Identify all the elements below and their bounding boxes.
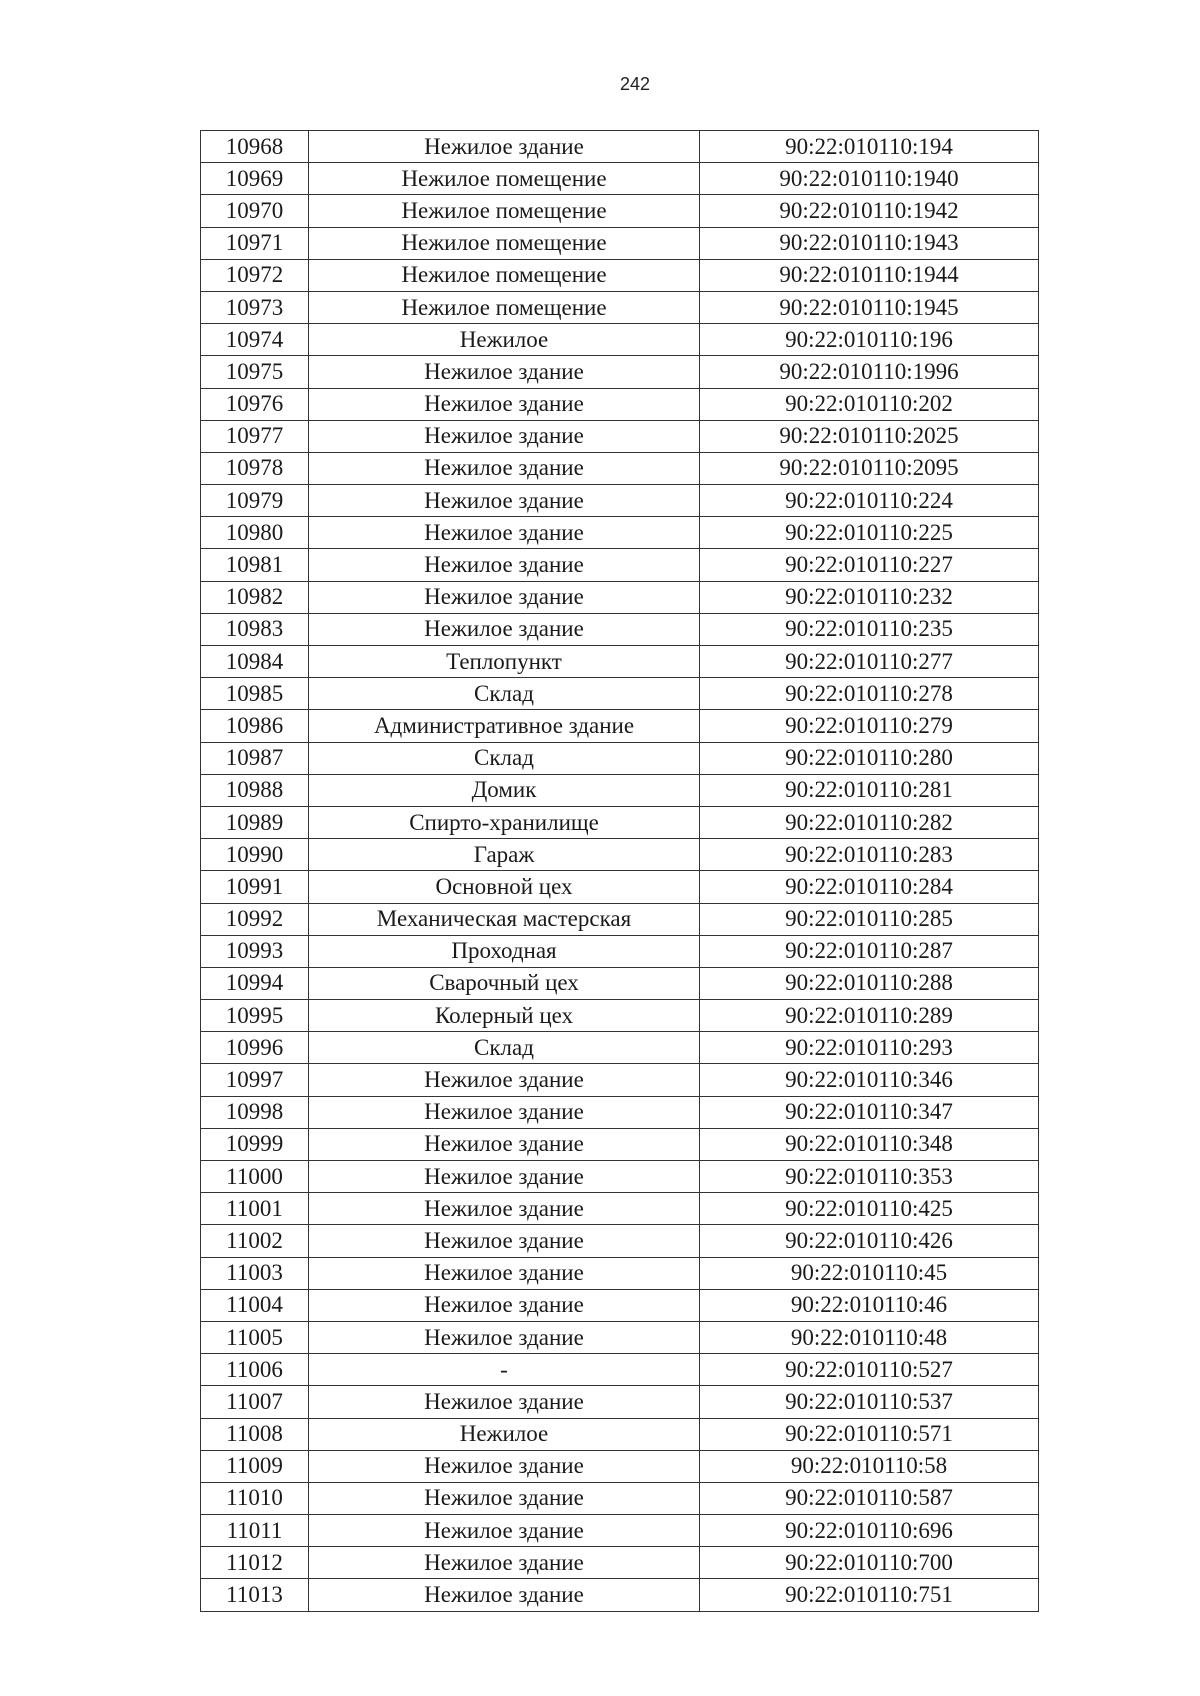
object-name-cell: Нежилое bbox=[309, 1418, 700, 1450]
row-number-cell: 11003 bbox=[201, 1257, 309, 1289]
row-number-cell: 11010 bbox=[201, 1482, 309, 1514]
table-row bbox=[201, 291, 1039, 323]
table-row bbox=[201, 324, 1039, 356]
table-row bbox=[201, 452, 1039, 484]
cadastral-number-cell: 90:22:010110:346 bbox=[700, 1064, 1039, 1096]
object-name-cell: Нежилое здание bbox=[309, 549, 700, 581]
cadastral-number-cell: 90:22:010110:196 bbox=[700, 324, 1039, 356]
cadastral-number-cell: 90:22:010110:46 bbox=[700, 1289, 1039, 1321]
row-number-cell: 10997 bbox=[201, 1064, 309, 1096]
table-row bbox=[201, 485, 1039, 517]
cadastral-number-cell: 90:22:010110:235 bbox=[700, 613, 1039, 645]
cadastral-number-cell: 90:22:010110:1943 bbox=[700, 227, 1039, 259]
cadastral-number-cell: 90:22:010110:194 bbox=[700, 131, 1039, 163]
object-name-cell: Нежилое здание bbox=[309, 1386, 700, 1418]
table-row bbox=[201, 1096, 1039, 1128]
object-name-cell: Нежилое здание bbox=[309, 613, 700, 645]
table-row bbox=[201, 549, 1039, 581]
object-name-cell: Склад bbox=[309, 678, 700, 710]
table-row bbox=[201, 1450, 1039, 1482]
cadastral-number-cell: 90:22:010110:587 bbox=[700, 1482, 1039, 1514]
table-row bbox=[201, 1000, 1039, 1032]
object-name-cell: Нежилое здание bbox=[309, 517, 700, 549]
cadastral-number-cell: 90:22:010110:45 bbox=[700, 1257, 1039, 1289]
page-number: 242 bbox=[619, 74, 651, 94]
row-number-cell: 10976 bbox=[201, 388, 309, 420]
row-number-cell: 10975 bbox=[201, 356, 309, 388]
object-name-cell: Нежилое помещение bbox=[309, 163, 700, 195]
object-name-cell: Теплопункт bbox=[309, 646, 700, 678]
table-row bbox=[201, 1032, 1039, 1064]
object-name-cell: Нежилое здание bbox=[309, 1289, 700, 1321]
object-name-cell: Нежилое здание bbox=[309, 1257, 700, 1289]
row-number-cell: 11006 bbox=[201, 1354, 309, 1386]
cadastral-number-cell: 90:22:010110:348 bbox=[700, 1128, 1039, 1160]
cadastral-number-cell: 90:22:010110:527 bbox=[700, 1354, 1039, 1386]
row-number-cell: 10992 bbox=[201, 903, 309, 935]
table-row bbox=[201, 1161, 1039, 1193]
table-row bbox=[201, 710, 1039, 742]
cadastral-number-cell: 90:22:010110:2095 bbox=[700, 452, 1039, 484]
table-row bbox=[201, 903, 1039, 935]
row-number-cell: 10968 bbox=[201, 131, 309, 163]
cadastral-number-cell: 90:22:010110:347 bbox=[700, 1096, 1039, 1128]
table-row bbox=[201, 163, 1039, 195]
cadastral-number-cell: 90:22:010110:696 bbox=[700, 1515, 1039, 1547]
object-name-cell: Нежилое здание bbox=[309, 131, 700, 163]
table-row bbox=[201, 1579, 1039, 1611]
row-number-cell: 10981 bbox=[201, 549, 309, 581]
table-row bbox=[201, 1257, 1039, 1289]
row-number-cell: 10988 bbox=[201, 774, 309, 806]
object-name-cell: Нежилое bbox=[309, 324, 700, 356]
row-number-cell: 10978 bbox=[201, 452, 309, 484]
cadastral-number-cell: 90:22:010110:289 bbox=[700, 1000, 1039, 1032]
property-registry-table bbox=[200, 130, 1039, 1612]
row-number-cell: 10990 bbox=[201, 839, 309, 871]
object-name-cell: Административное здание bbox=[309, 710, 700, 742]
object-name-cell: Нежилое здание bbox=[309, 1547, 700, 1579]
object-name-cell: Нежилое помещение bbox=[309, 195, 700, 227]
cadastral-number-cell: 90:22:010110:58 bbox=[700, 1450, 1039, 1482]
row-number-cell: 10969 bbox=[201, 163, 309, 195]
row-number-cell: 11011 bbox=[201, 1515, 309, 1547]
table-row bbox=[201, 646, 1039, 678]
table-row bbox=[201, 259, 1039, 291]
table-row bbox=[201, 1321, 1039, 1353]
table-row bbox=[201, 806, 1039, 838]
row-number-cell: 10998 bbox=[201, 1096, 309, 1128]
object-name-cell: Нежилое здание bbox=[309, 1193, 700, 1225]
table-row bbox=[201, 967, 1039, 999]
cadastral-number-cell: 90:22:010110:232 bbox=[700, 581, 1039, 613]
cadastral-number-cell: 90:22:010110:1942 bbox=[700, 195, 1039, 227]
object-name-cell: Нежилое здание bbox=[309, 420, 700, 452]
object-name-cell: Домик bbox=[309, 774, 700, 806]
object-name-cell: Основной цех bbox=[309, 871, 700, 903]
table-row bbox=[201, 420, 1039, 452]
table-row bbox=[201, 1289, 1039, 1321]
object-name-cell: Нежилое здание bbox=[309, 1225, 700, 1257]
row-number-cell: 10980 bbox=[201, 517, 309, 549]
row-number-cell: 11012 bbox=[201, 1547, 309, 1579]
table-row bbox=[201, 1482, 1039, 1514]
object-name-cell: Сварочный цех bbox=[309, 967, 700, 999]
object-name-cell: Нежилое помещение bbox=[309, 227, 700, 259]
table-row bbox=[201, 742, 1039, 774]
object-name-cell: Нежилое здание bbox=[309, 1161, 700, 1193]
table-row bbox=[201, 517, 1039, 549]
row-number-cell: 10989 bbox=[201, 806, 309, 838]
table-row bbox=[201, 1128, 1039, 1160]
table-row bbox=[201, 356, 1039, 388]
row-number-cell: 10974 bbox=[201, 324, 309, 356]
table-row bbox=[201, 613, 1039, 645]
row-number-cell: 10972 bbox=[201, 259, 309, 291]
row-number-cell: 10970 bbox=[201, 195, 309, 227]
cadastral-number-cell: 90:22:010110:288 bbox=[700, 967, 1039, 999]
cadastral-number-cell: 90:22:010110:426 bbox=[700, 1225, 1039, 1257]
row-number-cell: 10979 bbox=[201, 485, 309, 517]
cadastral-number-cell: 90:22:010110:353 bbox=[700, 1161, 1039, 1193]
object-name-cell: Гараж bbox=[309, 839, 700, 871]
table-row bbox=[201, 1386, 1039, 1418]
row-number-cell: 11013 bbox=[201, 1579, 309, 1611]
cadastral-number-cell: 90:22:010110:224 bbox=[700, 485, 1039, 517]
object-name-cell: Механическая мастерская bbox=[309, 903, 700, 935]
table-row bbox=[201, 1354, 1039, 1386]
table-row bbox=[201, 839, 1039, 871]
cadastral-number-cell: 90:22:010110:279 bbox=[700, 710, 1039, 742]
cadastral-number-cell: 90:22:010110:281 bbox=[700, 774, 1039, 806]
cadastral-number-cell: 90:22:010110:227 bbox=[700, 549, 1039, 581]
row-number-cell: 10999 bbox=[201, 1128, 309, 1160]
row-number-cell: 10995 bbox=[201, 1000, 309, 1032]
row-number-cell: 10977 bbox=[201, 420, 309, 452]
row-number-cell: 11002 bbox=[201, 1225, 309, 1257]
cadastral-number-cell: 90:22:010110:293 bbox=[700, 1032, 1039, 1064]
object-name-cell: Нежилое здание bbox=[309, 356, 700, 388]
row-number-cell: 11008 bbox=[201, 1418, 309, 1450]
cadastral-number-cell: 90:22:010110:278 bbox=[700, 678, 1039, 710]
object-name-cell: Нежилое здание bbox=[309, 452, 700, 484]
row-number-cell: 10985 bbox=[201, 678, 309, 710]
cadastral-number-cell: 90:22:010110:277 bbox=[700, 646, 1039, 678]
table-row bbox=[201, 1225, 1039, 1257]
row-number-cell: 11004 bbox=[201, 1289, 309, 1321]
object-name-cell: Нежилое здание bbox=[309, 1096, 700, 1128]
row-number-cell: 10986 bbox=[201, 710, 309, 742]
cadastral-number-cell: 90:22:010110:1940 bbox=[700, 163, 1039, 195]
table-row bbox=[201, 871, 1039, 903]
object-name-cell: Нежилое здание bbox=[309, 1064, 700, 1096]
cadastral-number-cell: 90:22:010110:2025 bbox=[700, 420, 1039, 452]
row-number-cell: 11005 bbox=[201, 1321, 309, 1353]
table-row bbox=[201, 678, 1039, 710]
cadastral-number-cell: 90:22:010110:1996 bbox=[700, 356, 1039, 388]
table-row bbox=[201, 1418, 1039, 1450]
object-name-cell: Колерный цех bbox=[309, 1000, 700, 1032]
table-row bbox=[201, 581, 1039, 613]
row-number-cell: 10973 bbox=[201, 291, 309, 323]
row-number-cell: 10987 bbox=[201, 742, 309, 774]
cadastral-number-cell: 90:22:010110:1944 bbox=[700, 259, 1039, 291]
row-number-cell: 10996 bbox=[201, 1032, 309, 1064]
object-name-cell: Нежилое здание bbox=[309, 1321, 700, 1353]
cadastral-number-cell: 90:22:010110:537 bbox=[700, 1386, 1039, 1418]
object-name-cell: Нежилое здание bbox=[309, 1128, 700, 1160]
object-name-cell: - bbox=[309, 1354, 700, 1386]
cadastral-number-cell: 90:22:010110:287 bbox=[700, 935, 1039, 967]
table-row bbox=[201, 131, 1039, 163]
cadastral-number-cell: 90:22:010110:280 bbox=[700, 742, 1039, 774]
row-number-cell: 11000 bbox=[201, 1161, 309, 1193]
cadastral-number-cell: 90:22:010110:571 bbox=[700, 1418, 1039, 1450]
object-name-cell: Проходная bbox=[309, 935, 700, 967]
cadastral-number-cell: 90:22:010110:700 bbox=[700, 1547, 1039, 1579]
table-row bbox=[201, 388, 1039, 420]
cadastral-number-cell: 90:22:010110:284 bbox=[700, 871, 1039, 903]
row-number-cell: 10982 bbox=[201, 581, 309, 613]
object-name-cell: Нежилое здание bbox=[309, 1482, 700, 1514]
object-name-cell: Склад bbox=[309, 742, 700, 774]
object-name-cell: Склад bbox=[309, 1032, 700, 1064]
cadastral-number-cell: 90:22:010110:1945 bbox=[700, 291, 1039, 323]
cadastral-number-cell: 90:22:010110:751 bbox=[700, 1579, 1039, 1611]
table-row bbox=[201, 935, 1039, 967]
table-row bbox=[201, 1515, 1039, 1547]
cadastral-number-cell: 90:22:010110:425 bbox=[700, 1193, 1039, 1225]
row-number-cell: 11007 bbox=[201, 1386, 309, 1418]
row-number-cell: 10991 bbox=[201, 871, 309, 903]
row-number-cell: 10984 bbox=[201, 646, 309, 678]
object-name-cell: Нежилое здание bbox=[309, 485, 700, 517]
cadastral-number-cell: 90:22:010110:48 bbox=[700, 1321, 1039, 1353]
table-row bbox=[201, 1193, 1039, 1225]
row-number-cell: 11001 bbox=[201, 1193, 309, 1225]
cadastral-number-cell: 90:22:010110:202 bbox=[700, 388, 1039, 420]
object-name-cell: Нежилое здание bbox=[309, 388, 700, 420]
object-name-cell: Нежилое здание bbox=[309, 1515, 700, 1547]
table-row bbox=[201, 774, 1039, 806]
registry-table-body bbox=[201, 131, 1039, 1612]
table-row bbox=[201, 227, 1039, 259]
cadastral-number-cell: 90:22:010110:285 bbox=[700, 903, 1039, 935]
object-name-cell: Спирто-хранилище bbox=[309, 806, 700, 838]
object-name-cell: Нежилое здание bbox=[309, 1450, 700, 1482]
table-row bbox=[201, 1547, 1039, 1579]
cadastral-number-cell: 90:22:010110:282 bbox=[700, 806, 1039, 838]
row-number-cell: 10983 bbox=[201, 613, 309, 645]
row-number-cell: 11009 bbox=[201, 1450, 309, 1482]
table-row bbox=[201, 195, 1039, 227]
row-number-cell: 10971 bbox=[201, 227, 309, 259]
row-number-cell: 10994 bbox=[201, 967, 309, 999]
table-row bbox=[201, 1064, 1039, 1096]
object-name-cell: Нежилое здание bbox=[309, 581, 700, 613]
object-name-cell: Нежилое помещение bbox=[309, 291, 700, 323]
object-name-cell: Нежилое помещение bbox=[309, 259, 700, 291]
object-name-cell: Нежилое здание bbox=[309, 1579, 700, 1611]
row-number-cell: 10993 bbox=[201, 935, 309, 967]
cadastral-number-cell: 90:22:010110:225 bbox=[700, 517, 1039, 549]
cadastral-number-cell: 90:22:010110:283 bbox=[700, 839, 1039, 871]
